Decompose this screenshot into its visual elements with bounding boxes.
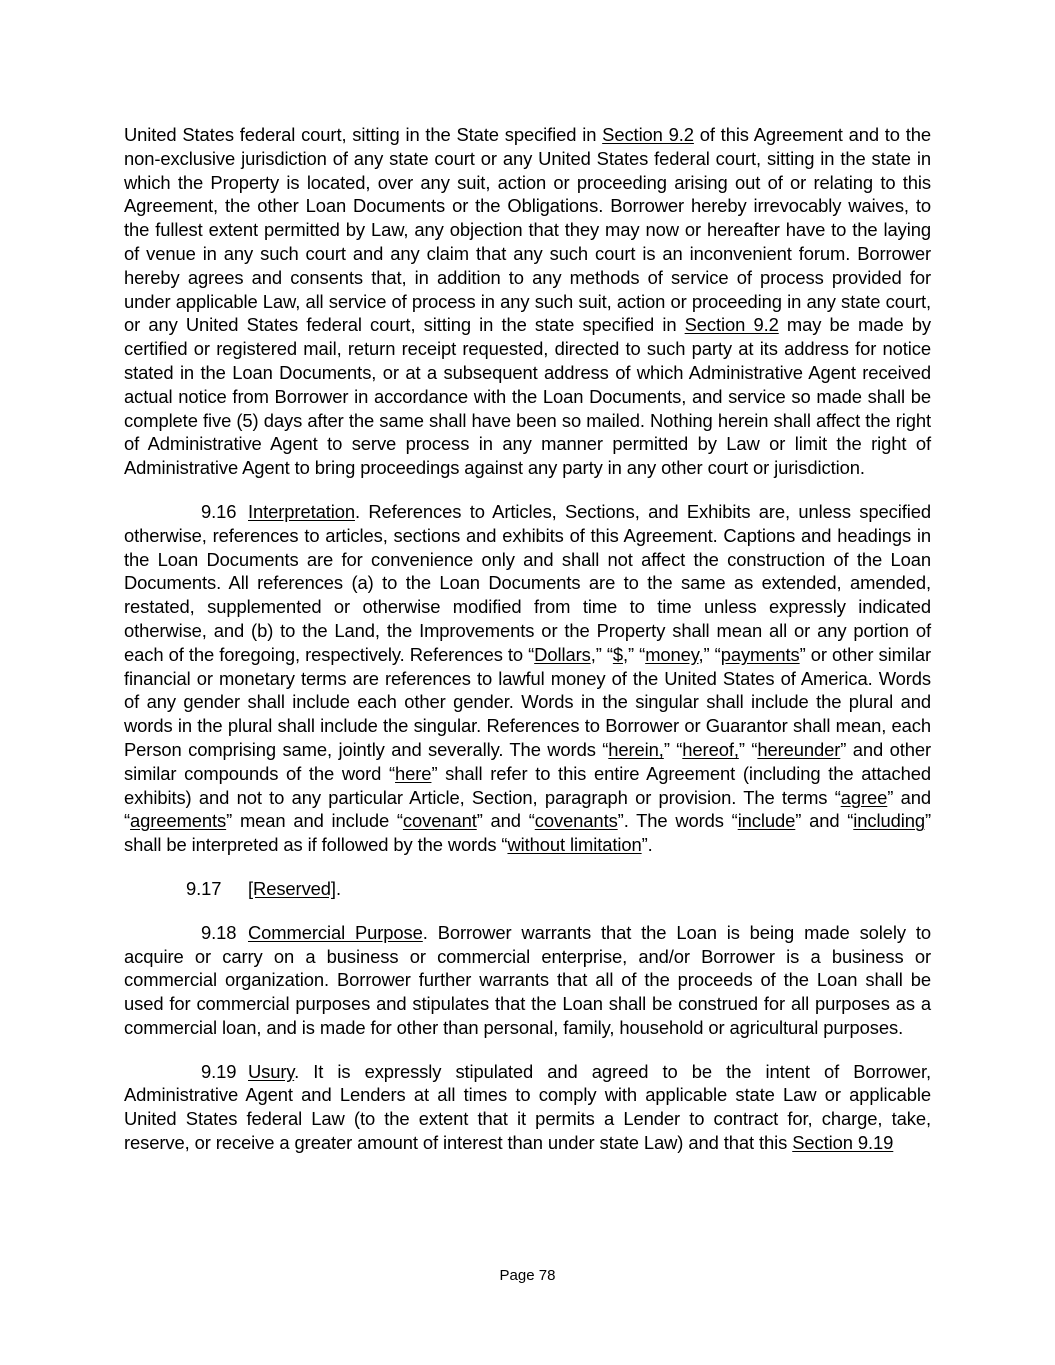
- section-number: 9.19: [201, 1060, 237, 1082]
- defined-term: agreements: [130, 810, 227, 832]
- punctuation: ” and “: [124, 786, 931, 832]
- paragraph-text: United States federal court, sitting in the State specified in: [124, 124, 603, 145]
- section-reference-link: Section 9.2: [684, 314, 779, 336]
- defined-term: hereunder: [757, 738, 841, 760]
- paragraph-text: ” shall be interpreted as if followed by the words “: [124, 810, 932, 856]
- defined-term: here: [395, 762, 432, 784]
- section-heading: Usury: [248, 1060, 295, 1082]
- paragraph-text: ” and other similar compounds of the word “: [124, 738, 931, 784]
- defined-term: including: [853, 810, 925, 832]
- section-heading: [Reserved]: [248, 877, 336, 899]
- section-number: 9.17: [186, 877, 222, 899]
- section-number: 9.16: [201, 500, 237, 522]
- page-number: Page 78: [499, 1267, 556, 1284]
- defined-term: covenants: [534, 810, 618, 832]
- punctuation: ,” “: [698, 643, 721, 665]
- section-9-18: [124, 921, 931, 1040]
- defined-term: include: [737, 810, 796, 832]
- paragraph-text: may be made by certified or registered mail, return receipt requested, directed to such party at its address for notice stated in the Loan Documents, or at a subsequent address of which Administrative Agent received actual notice from Borrower in accordance with the Loan Documents, and service so made shall be complete five (5) days after the same shall have been so mailed. Nothing herein shall affect the right of Administrative Agent to serve process in any manner permitted by Law or limit the right of Administrative Agent to bring proceedings against any party in any other court or jurisdiction.: [124, 314, 931, 479]
- defined-term: Dollars: [534, 643, 591, 665]
- paragraph-text: ” or other similar financial or monetary terms are references to lawful money of the United States of America. Words of any gender shall include each other gender. Words in the singular shall include the plural and words in the plural shall include the singular. References to Borrower or Guarantor shall mean, each Person comprising same, jointly and severally. The words “: [124, 643, 931, 760]
- punctuation: ” “: [738, 738, 758, 760]
- section-9-16: [124, 500, 931, 857]
- paragraph-text: ” shall refer to this entire Agreement (including the attached exhibits) and not to any particular Article, Section, paragraph or provision. The terms “: [124, 762, 931, 808]
- section-reference-link: Section 9.19: [792, 1132, 894, 1154]
- punctuation: ” and “: [476, 810, 535, 832]
- defined-term: herein,: [608, 738, 664, 760]
- document-page: [124, 123, 931, 1175]
- defined-term: payments: [720, 643, 800, 665]
- defined-term: hereof,: [682, 738, 739, 760]
- defined-term: covenant: [402, 810, 477, 832]
- section-9-19: [124, 1060, 931, 1155]
- defined-term: money: [645, 643, 699, 665]
- paragraph-text: of this Agreement and to the non-exclusive jurisdiction of any state court or any United States federal court, sitting in the state in which the Property is located, over any suit, action or proceeding arising out of or relating to this Agreement, the other Loan Documents or the Obligations. Borrower hereby irrevocably waives, to the fullest extent permitted by Law, any objection that they may now or hereafter have to the laying of venue in any such court and any claim that any such court is an inconvenient forum. Borrower hereby agrees and consents that, in addition to any methods of service of process provided for under applicable Law, all service of process in any such suit, action or proceeding in any state court, or any United States federal court, sitting in the state specified in: [124, 124, 931, 336]
- paragraph-text: ”. The words “: [617, 810, 738, 832]
- defined-term: $: [612, 643, 624, 665]
- section-number: 9.18: [201, 921, 237, 943]
- punctuation: ,” “: [590, 643, 613, 665]
- punctuation: ,” “: [623, 643, 646, 665]
- paragraph-text: ” mean and include “: [226, 810, 403, 832]
- punctuation: ” “: [663, 738, 683, 760]
- punctuation: ” and “: [795, 810, 854, 832]
- punctuation: .: [335, 877, 341, 899]
- section-heading: Commercial Purpose: [248, 921, 423, 943]
- section-9-17: [124, 877, 931, 901]
- section-heading: Interpretation: [248, 500, 355, 522]
- paragraph-text: . References to Articles, Sections, and Exhibits are, unless specified otherwise, references to articles, sections and exhibits of this Agreement. Captions and headings in the Loan Documents are for convenience only and shall not affect the construction of the Loan Documents. All references (a) to the Loan Documents are to the same as extended, amended, restated, supplemented or otherwise modified from time to time unless expressly indicated otherwise, and (b) to the Land, the Improvements or the Property shall mean all or any portion of each of the foregoing, respectively. References to “: [124, 500, 931, 665]
- punctuation: ”.: [641, 834, 653, 856]
- defined-term: without limitation: [507, 834, 642, 856]
- defined-term: agree: [840, 786, 888, 808]
- section-reference-link: Section 9.2: [602, 124, 694, 145]
- paragraph-text: . It is expressly stipulated and agreed to be the intent of Borrower, Administrative Agent and Lenders at all times to comply with applicable state Law or applicable United States federal Law (to the extent that it permits a Lender to contract for, charge, take, reserve, or receive a greater amount of interest than under state Law) and that this: [124, 1060, 931, 1154]
- paragraph-text: . Borrower warrants that the Loan is being made solely to acquire or carry on a business or commercial enterprise, and/or Borrower is a business or commercial organization. Borrower further warrants that all of the proceeds of the Loan shall be used for commercial purposes and stipulates that the Loan shall be construed for all purposes as a commercial loan, and is made for other than personal, family, household or agricultural purposes.: [124, 921, 932, 1038]
- continued-paragraph: [124, 123, 931, 480]
